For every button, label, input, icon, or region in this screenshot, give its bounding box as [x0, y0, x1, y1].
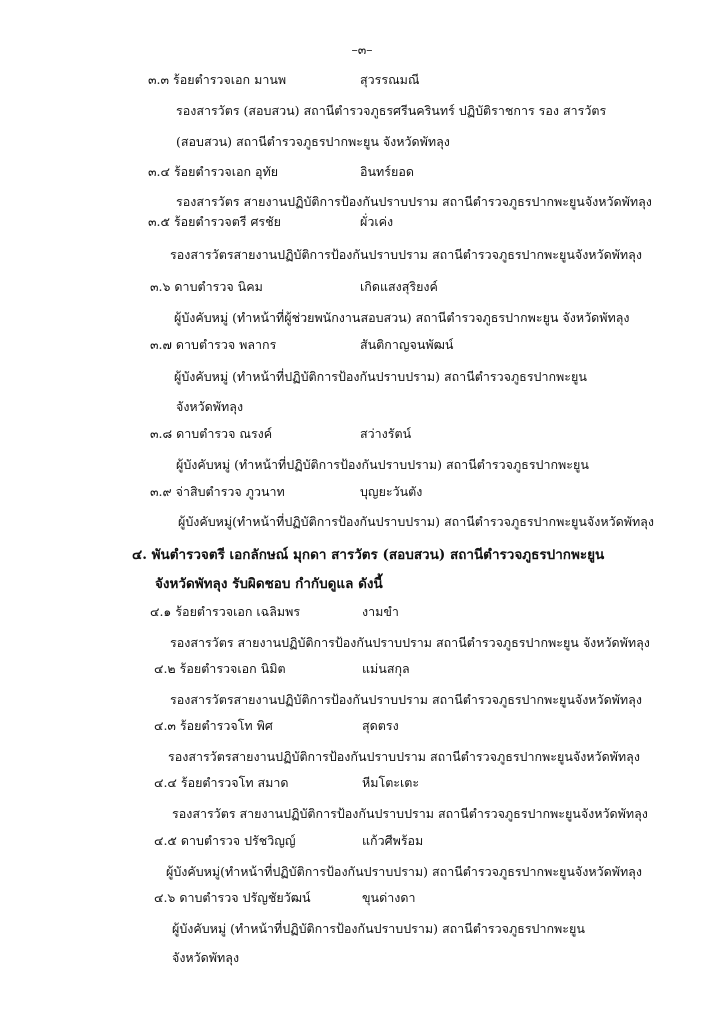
- person-surname: สุวรรณมณี: [360, 72, 420, 87]
- person-entry-4-6: [154, 888, 654, 906]
- person-entry-3-9: [150, 482, 650, 500]
- person-position: ผู้บังคับหมู่ (ทำหน้าที่ปฏิบัติการป้องกันปราบปราม) สถานีตำรวจภูธรปากพะยูน: [176, 457, 589, 472]
- person-surname: หีมโตะเตะ: [362, 775, 420, 790]
- person-rank-name: ๓.๕ ร้อยตำรวจตรี ศรชัย: [148, 214, 281, 229]
- person-position: รองสารวัตรสายงานปฏิบัติการป้องกันปราบปราม สถานีตำรวจภูธรปากพะยูนจังหวัดพัทลุง: [170, 692, 642, 707]
- person-entry-3-7: [150, 335, 650, 353]
- person-surname: เกิดแสงสุริยงค์: [360, 279, 438, 294]
- person-rank-name: ๓.๘ ดาบตำรวจ ณรงค์: [150, 426, 273, 441]
- person-rank-name: ๔.๔ ร้อยตำรวจโท สมาด: [154, 775, 289, 790]
- person-position: ผู้บังคับหมู่ (ทำหน้าที่ผู้ช่วยพนักงานสอบสวน) สถานีตำรวจภูธรปากพะยูน จังหวัดพัทลุง: [174, 310, 630, 325]
- person-rank-name: ๓.๖ ดาบตำรวจ นิคม: [150, 279, 263, 294]
- person-entry-4-3: [154, 716, 654, 734]
- person-surname: ขุนด่างดา: [362, 890, 416, 905]
- person-entry-3-8: [150, 424, 650, 442]
- person-rank-name: ๓.๙ จ่าสิบตำรวจ ภูวนาท: [150, 484, 285, 499]
- person-position: รองสารวัตร สายงานปฏิบัติการป้องกันปราบปราม สถานีตำรวจภูธรปากพะยูนจังหวัดพัทลุง: [172, 806, 648, 821]
- person-surname: ผั่วเค่ง: [360, 214, 394, 229]
- page-number: –๓–: [351, 42, 373, 57]
- person-surname: บุญยะวันตัง: [360, 484, 423, 499]
- person-position-cont: (สอบสวน) สถานีตำรวจภูธรปากพะยูน จังหวัดพัทลุง: [176, 134, 450, 149]
- person-surname: สว่างรัตน์: [360, 426, 412, 441]
- person-entry-4-4: [154, 773, 654, 791]
- person-entry-3-6: [150, 277, 650, 295]
- person-rank-name: ๔.๕ ดาบตำรวจ ปรัชวิญญ์: [154, 833, 296, 848]
- person-position: ผู้บังคับหมู่ (ทำหน้าที่ปฏิบัติการป้องกันปราบปราม) สถานีตำรวจภูธรปากพะยูน: [174, 369, 587, 384]
- person-entry-3-4: [148, 162, 648, 180]
- section-4-heading: ๔. พันตำรวจตรี เอกลักษณ์ มุกดา สารวัตร (สอบสวน) สถานีตำรวจภูธรปากพะยูน: [132, 547, 605, 563]
- person-position: ผู้บังคับหมู่ (ทำหน้าที่ปฏิบัติการป้องกันปราบปราม) สถานีตำรวจภูธรปากพะยูน: [172, 921, 585, 936]
- person-entry-3-5: [148, 212, 648, 230]
- person-surname: สันติกาญจนพัฒน์: [360, 337, 454, 352]
- person-rank-name: ๔.๖ ดาบตำรวจ ปรัญชัยวัฒน์: [154, 890, 311, 905]
- person-position: ผู้บังคับหมู่(ทำหน้าที่ปฏิบัติการป้องกันปราบปราม) สถานีตำรวจภูธรปากพะยูนจังหวัดพัทลุง: [166, 864, 642, 879]
- person-entry-4-2: [154, 659, 654, 677]
- person-position: รองสารวัตร สายงานปฏิบัติการป้องกันปราบปราม สถานีตำรวจภูธรปากพะยูน จังหวัดพัทลุง: [170, 635, 650, 650]
- section-4-heading-cont: จังหวัดพัทลุง รับผิดชอบ กำกับดูแล ดังนี้: [155, 576, 383, 592]
- person-entry-4-1: [150, 602, 650, 620]
- person-position: ผู้บังคับหมู่(ทำหน้าที่ปฏิบัติการป้องกันปราบปราม) สถานีตำรวจภูธรปากพะยูนจังหวัดพัทลุง: [178, 514, 654, 529]
- person-entry-4-5: [154, 831, 654, 849]
- person-surname: แก้วศีพร้อม: [362, 833, 424, 848]
- person-position: รองสารวัตรสายงานปฏิบัติการป้องกันปราบปราม สถานีตำรวจภูธรปากพะยูนจังหวัดพัทลุง: [170, 247, 642, 262]
- person-rank-name: ๓.๓ ร้อยตำรวจเอก มานพ: [148, 72, 287, 87]
- person-entry-3-3: [148, 70, 648, 88]
- person-surname: แม่นสกุล: [362, 661, 410, 676]
- person-position-cont: จังหวัดพัทลุง: [176, 399, 244, 414]
- person-position: รองสารวัตร สายงานปฏิบัติการป้องกันปราบปราม สถานีตำรวจภูธรปากพะยูนจังหวัดพัทลุง: [176, 194, 652, 209]
- person-surname: สุดตรง: [362, 718, 399, 733]
- person-rank-name: ๓.๔ ร้อยตำรวจเอก อุทัย: [148, 164, 279, 179]
- person-rank-name: ๔.๒ ร้อยตำรวจเอก นิมิต: [154, 661, 286, 676]
- person-rank-name: ๓.๗ ดาบตำรวจ พลากร: [150, 337, 277, 352]
- person-surname: อินทร์ยอด: [360, 164, 414, 179]
- person-position: รองสารวัตรสายงานปฏิบัติการป้องกันปราบปราม สถานีตำรวจภูธรปากพะยูนจังหวัดพัทลุง: [168, 749, 640, 764]
- person-position: รองสารวัตร (สอบสวน) สถานีตำรวจภูธรศรีนครินทร์ ปฏิบัติราชการ รอง สารวัตร: [176, 103, 607, 118]
- person-rank-name: ๔.๓ ร้อยตำรวจโท พิศ: [154, 718, 273, 733]
- person-rank-name: ๔.๑ ร้อยตำรวจเอก เฉลิมพร: [150, 604, 301, 619]
- person-position-cont: จังหวัดพัทลุง: [172, 950, 240, 965]
- person-surname: งามขำ: [362, 604, 399, 619]
